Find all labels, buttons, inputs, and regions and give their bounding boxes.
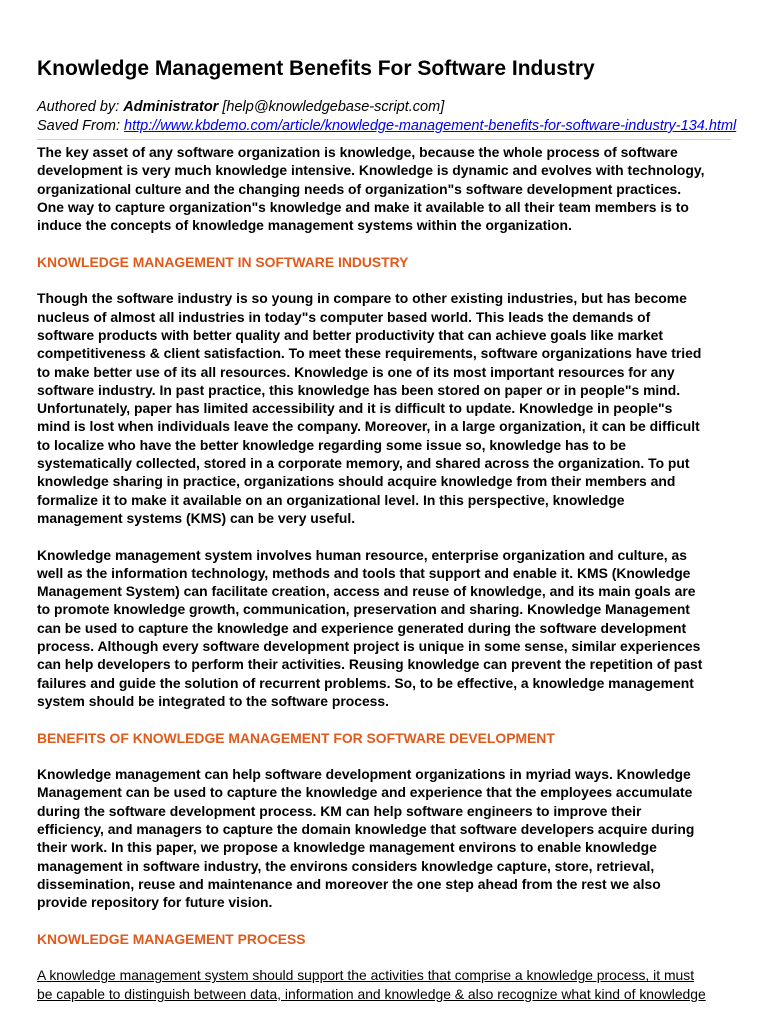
text-line: to make better use of its all resources. Knowledge is one of its most important resources for any [37,363,675,380]
text-line: software products with better quality and better productivity that can achieve goals like market [37,326,664,343]
text-line: Unfortunately, paper has limited accessibility and it is difficult to update. Knowledge in people"s [37,400,673,417]
text-line: Knowledge management system involves human resource, enterprise organization and culture, as [37,546,687,563]
text-line: during the software development process. KM can help software engineers to improve their [37,802,642,819]
section-heading-km-in-software-industry: KNOWLEDGE MANAGEMENT IN SOFTWARE INDUSTRY [37,253,409,270]
author-name: Administrator [123,99,219,115]
text-line: software industry. In past practice, this knowledge has been stored on paper or in people"s mind. [37,381,681,398]
text-line: Management System) can facilitate creation, access and reuse of knowledge, and its main goals are [37,583,696,600]
authored-label: Authored by: [37,99,120,115]
text-line: nucleus of almost all industries in today"s computer based world. This leads the demands of [37,308,651,325]
text-line: mind is lost when individuals leave the company. Moreover, in a large organization, it can be difficult [37,418,700,435]
text-line: dissemination, reuse and maintenance and moreover the one step ahead from the rest we also [37,875,661,892]
text-line: efficiency, and managers to capture the domain knowledge that software developers acquire during [37,820,695,837]
section-1-paragraph-1 [37,289,731,527]
text-line: can help developers to perform their activities. Reusing knowledge can prevent the repetition of past [37,656,703,673]
text-line: process. Although every software development project is unique in some sense, similar experiences [37,638,701,655]
text-line: management systems (KMS) can be very useful. [37,509,356,526]
header-divider [37,139,731,140]
text-line: systematically collected, stored in a corporate memory, and shared across the organization. To put [37,455,690,472]
section-heading-benefits: BENEFITS OF KNOWLEDGE MANAGEMENT FOR SOFTWARE DEVELOPMENT [37,729,555,746]
section-3-paragraph-1 [37,966,731,1003]
text-line: provide repository for future vision. [37,894,273,911]
text-line: to promote knowledge growth, communication, preservation and sharing. Knowledge Management [37,601,690,618]
text-line: management in software industry, the environs considers knowledge capture, store, retrieval, [37,857,655,874]
text-line: their work. In this paper, we propose a knowledge management environs to enable knowledge [37,839,657,856]
text-line: to localize who have the better knowledge regarding some issue so, knowledge has to be [37,436,626,453]
text-line: Management can be used to capture the knowledge and experience that the employees accumulate [37,784,693,801]
saved-url-link[interactable]: http://www.kbdemo.com/article/knowledge-management-benefits-for-software-industry-134.html [124,118,737,134]
section-heading-km-process: KNOWLEDGE MANAGEMENT PROCESS [37,930,306,947]
section-1-paragraph-2 [37,546,731,711]
saved-label: Saved From: [37,118,120,134]
document-body [37,143,731,1003]
text-line: can be used to capture the knowledge and experience generated during the software development [37,619,687,636]
text-line: A knowledge management system should support the activities that comprise a knowledge process, it must [37,967,695,984]
document-title: Knowledge Management Benefits For Software Industry [37,57,595,80]
text-line: be capable to distinguish between data, information and knowledge & also recognize what kind of knowledge [37,985,706,1002]
section-2-paragraph-1 [37,765,731,911]
text-line: Knowledge management can help software development organizations in myriad ways. Knowledge [37,766,691,783]
text-line: development is very much knowledge intensive. Knowledge is dynamic and evolves with technology, [37,162,705,179]
text-line: induce the concepts of knowledge management systems within the organization. [37,217,572,234]
authored-line [37,98,736,117]
text-line: organizational culture and the changing needs of organization"s software development practices. [37,180,682,197]
author-email: [help@knowledgebase-script.com] [222,99,445,115]
text-line: The key asset of any software organization is knowledge, because the whole process of software [37,144,678,160]
text-line: competitiveness & client satisfaction. To meet these requirements, software organizations have tried [37,345,702,362]
intro-paragraph [37,143,731,234]
text-line: One way to capture organization"s knowledge and make it available to all their team members is to [37,198,689,215]
text-line: system should be integrated to the software process. [37,692,389,709]
text-line: well as the information technology, methods and tools that support and enable it. KMS (Knowledge [37,564,691,581]
text-line: formalize it to make it available on an organizational level. In this perspective, knowledge [37,491,625,508]
document-meta [37,98,736,136]
saved-line [37,117,736,136]
text-line: failures and guide the solution of recurrent problems. So, to be effective, a knowledge management [37,674,694,691]
text-line: knowledge sharing in practice, organizations should acquire knowledge from their members and [37,473,676,490]
text-line: Though the software industry is so young in compare to other existing industries, but has become [37,290,687,307]
